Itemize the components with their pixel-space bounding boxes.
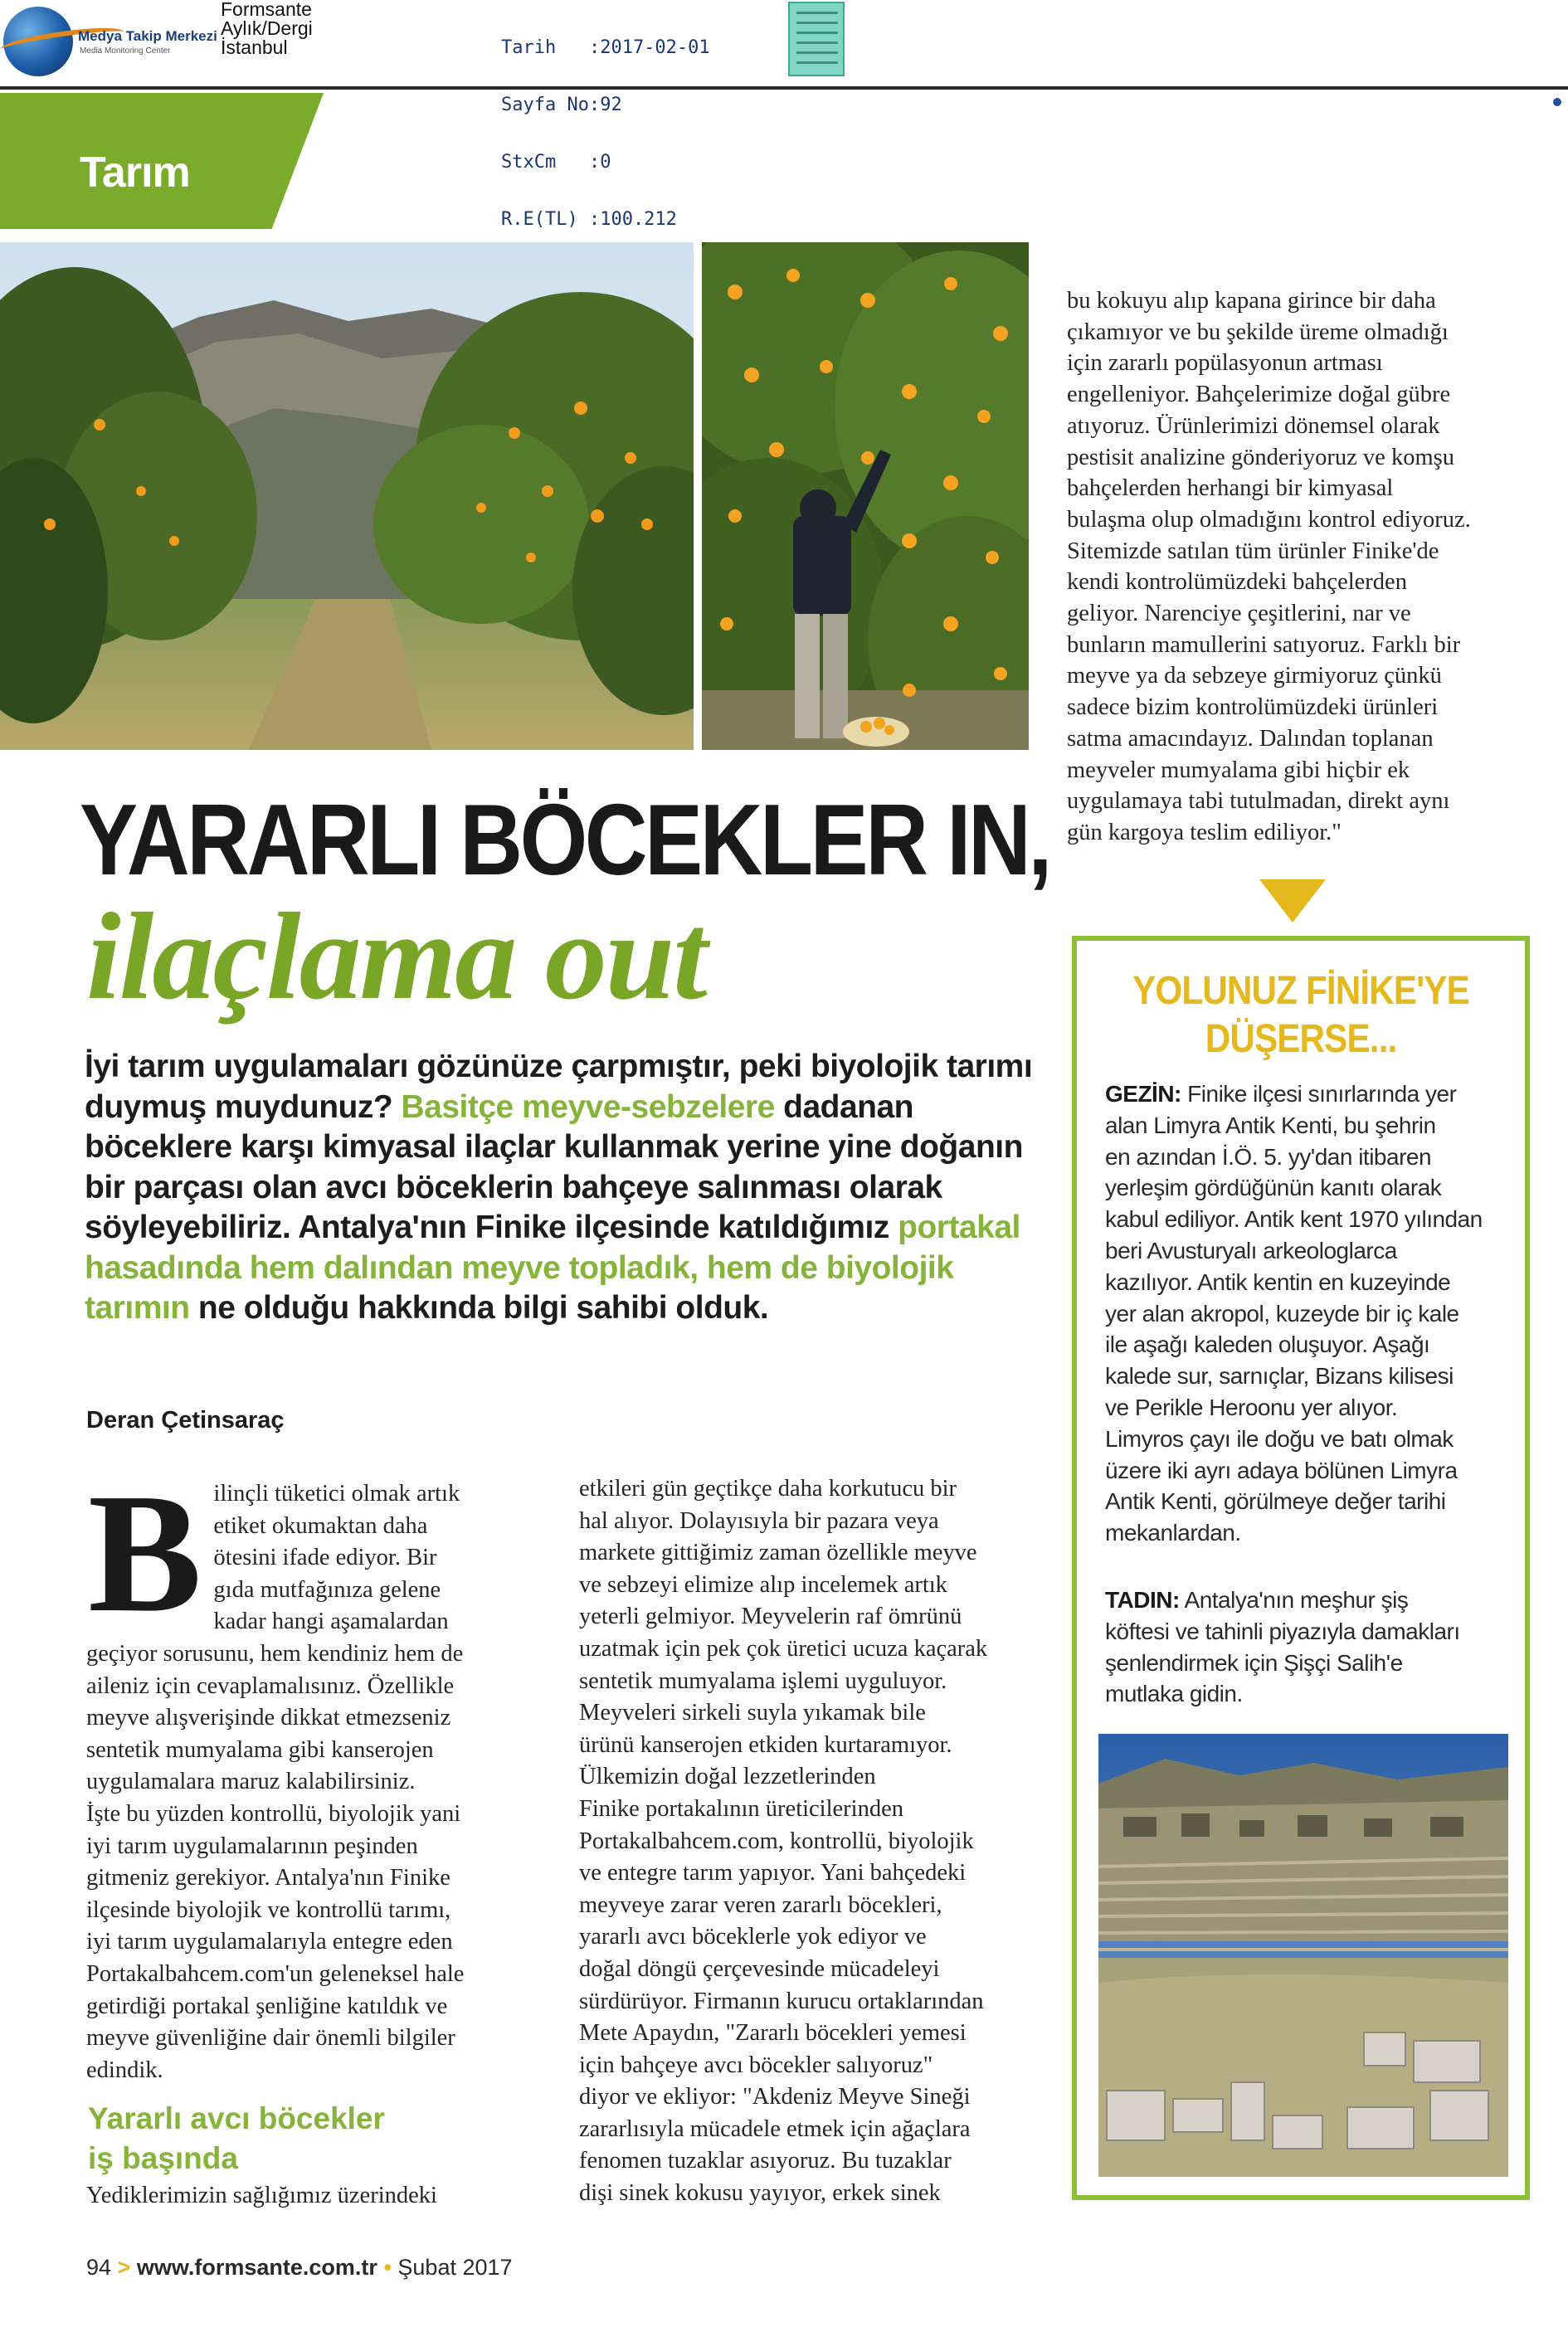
text-line: Finike portakalının üreticilerinden bbox=[579, 1795, 903, 1822]
sidebar-title-line: DÜŞERSE... bbox=[1205, 1017, 1397, 1061]
text-line: üzere iki ayrı adaya bölünen Limyra bbox=[1105, 1457, 1458, 1483]
drop-cap: B bbox=[88, 1458, 202, 1648]
text-line: sentetik mumyalama işlemi uyguluyor. bbox=[579, 1667, 947, 1694]
text-line: Portakalbahcem.com'un geleneksel hale bbox=[86, 1960, 465, 1987]
text-line: çıkamıyor ve bu şekilde üreme olmadığı bbox=[1067, 319, 1449, 345]
text-line: Limyros çayı ile doğu ve batı olmak bbox=[1105, 1425, 1454, 1452]
meta-page: Sayfa No:92 bbox=[501, 95, 622, 115]
meta-date: Tarih :2017-02-01 bbox=[501, 37, 710, 58]
text-line: bahçelerden herhangi bir kimyasal bbox=[1067, 475, 1394, 502]
text-line: Yediklerimizin sağlığımız üzerindeki bbox=[86, 2183, 437, 2208]
text-line: meyve güvenliğine dair önemli bilgiler bbox=[86, 2025, 455, 2052]
source-publication: Formsante bbox=[221, 0, 312, 20]
text-line: meyve alışverişinde dikkat etmezseniz bbox=[86, 1705, 451, 1731]
text-line: kazılıyor. Antik kentin en kuzeyinde bbox=[1105, 1268, 1451, 1295]
text-line: yerleşim gördüğünün kanıtı olarak bbox=[1105, 1175, 1442, 1201]
header-divider bbox=[0, 86, 1568, 90]
text-line: iyi tarım uygulamalarının peşinden bbox=[86, 1833, 418, 1859]
text-line: ve sebzeyi elimize alıp incelemek artık bbox=[579, 1571, 947, 1598]
author-byline: Deran Çetinsaraç bbox=[86, 1407, 285, 1434]
text-line: ilinçli tüketici olmak artık bbox=[213, 1481, 460, 1507]
text-line: atıyoruz. Ürünlerimizi dönemsel olarak bbox=[1067, 412, 1440, 439]
source-city: İstanbul bbox=[221, 37, 288, 58]
page-footer bbox=[86, 2255, 513, 2281]
text-line: mutlaka gidin. bbox=[1105, 1681, 1243, 1707]
text-line: gıda mutfağınıza gelene bbox=[213, 1576, 441, 1603]
lead-paragraph bbox=[85, 1047, 1047, 1329]
text-line: uygulamalara maruz kalabilirsiniz. bbox=[86, 1769, 416, 1795]
text-line: beri Avusturyalı arkeologlarca bbox=[1105, 1237, 1397, 1263]
text-line: geliyor. Narenciye çeşitlerini, nar ve bbox=[1067, 601, 1411, 627]
subheading-line: Yararlı avcı böcekler bbox=[88, 2101, 385, 2135]
text-line: ve Perikle Heroonu yer alıyor. bbox=[1105, 1394, 1398, 1420]
body-column-left bbox=[86, 1458, 518, 2086]
website-link[interactable]: www.formsante.com.tr bbox=[136, 2255, 377, 2280]
text-line: diyor ve ekliyor: "Akdeniz Meyve Sineği bbox=[579, 2084, 971, 2110]
sidebar-title-line: YOLUNUZ FİNİKE'YE bbox=[1132, 969, 1469, 1013]
text-line: meyve ya da sebzeye girmiyoruz çünkü bbox=[1067, 663, 1442, 689]
text-line: uygulamaya tabi tutulmadan, direkt aynı bbox=[1067, 788, 1450, 815]
text-line: pestisit analizine gönderiyoruz ve komşu bbox=[1067, 444, 1454, 470]
text-line: Portakalbahcem.com, kontrollü, biyolojik bbox=[579, 1828, 974, 1854]
footer-arrow-icon: > bbox=[117, 2255, 131, 2280]
meta-stxcm: StxCm :0 bbox=[501, 152, 611, 173]
limyra-theatre-photo bbox=[1098, 1734, 1508, 2177]
text-line: etkileri gün geçtikçe daha korkutucu bir bbox=[579, 1476, 957, 1502]
text-line: aileniz için cevaplamalısınız. Özellikle bbox=[86, 1672, 455, 1699]
text-line: mekanlardan. bbox=[1105, 1520, 1241, 1546]
text-line: Ülkemizin doğal lezzetlerinden bbox=[579, 1764, 876, 1790]
text-line: Antik Kenti, görülmeye değer tarihi bbox=[1105, 1488, 1446, 1515]
text-line: ve entegre tarım yapıyor. Yani bahçedeki bbox=[579, 1860, 967, 1886]
gezin-label: GEZİN: bbox=[1105, 1081, 1181, 1107]
text-line: için bahçeye avcı böcekler salıyoruz" bbox=[579, 2052, 933, 2078]
text-line: ile aşağı kaleden oluşuyor. Aşağı bbox=[1105, 1331, 1430, 1358]
text-line: fenomen tuzaklar asıyoruz. Bu tuzaklar bbox=[579, 2148, 952, 2174]
text-line: kendi kontrolümüzdeki bahçelerden bbox=[1067, 569, 1407, 596]
text-line: için zararlı popülasyonun artması bbox=[1067, 350, 1383, 377]
text-line: sürdürüyor. Firmanın kurucu ortaklarından bbox=[579, 1988, 984, 2014]
text-line: engelleniyor. Bahçelerimize doğal gübre bbox=[1067, 382, 1451, 408]
text-line: markete gittiğimiz zaman özellikle meyve bbox=[579, 1540, 977, 1566]
text-line: bulaşma olup olmadığını kontrol ediyoruz. bbox=[1067, 506, 1471, 533]
text-line: Sitemizde satılan tüm ürünler Finike'de bbox=[1067, 538, 1439, 564]
corner-mark bbox=[1553, 98, 1561, 106]
text-line: zararlısıyla mücadele etmek için ağaçlara bbox=[579, 2115, 971, 2142]
text-line: satma amacındayız. Dalından toplanan bbox=[1067, 725, 1434, 752]
text-line: edindik. bbox=[86, 2057, 163, 2083]
lead-highlight: portakal hasadında hem dalından meyve topladık, hem de biyolojik tarımın bbox=[85, 1210, 1020, 1326]
source-frequency: Aylık/Dergi bbox=[221, 17, 313, 39]
text-line: uzatmak için pek çok üretici ucuza kaçarak bbox=[579, 1635, 988, 1662]
text-line: alan Limyra Antik Kenti, bu şehrin bbox=[1105, 1112, 1436, 1138]
sidebar-title bbox=[1103, 967, 1497, 1064]
text-line: meyveler mumyalama gibi hiçbir ek bbox=[1067, 757, 1410, 783]
text-line: getirdiği portakal şenliğine katıldık ve bbox=[86, 1993, 448, 2019]
page-number: 94 bbox=[86, 2255, 112, 2280]
meta-value: R.E(TL) :100.212 bbox=[501, 209, 677, 230]
text-line: yer alan akropol, kuzeyde bir iç kale bbox=[1105, 1300, 1459, 1327]
text-line: Finike ilçesi sınırlarında yer bbox=[1187, 1081, 1457, 1107]
text-line: yararlı avcı böceklerle yok ediyor ve bbox=[579, 1924, 927, 1950]
text-line: hal alıyor. Dolayısıyla bir pazara veya bbox=[579, 1507, 939, 1534]
sidebar-box bbox=[1072, 936, 1530, 2200]
continuation-column bbox=[1067, 285, 1531, 849]
text-line: ilçesinde biyolojik ve kontrollü tarımı, bbox=[86, 1896, 451, 1923]
text-line: Antalya'nın meşhur şiş bbox=[1184, 1587, 1409, 1613]
sidebar-tadin bbox=[1105, 1585, 1520, 1710]
subheading bbox=[88, 2099, 385, 2179]
text-line: doğal döngü çerçevesinde mücadeleyi bbox=[579, 1955, 940, 1982]
headline-main: YARARLI BÖCEKLER IN, bbox=[80, 783, 1049, 896]
text-line: geçiyor sorusunu, hem kendiniz hem de bbox=[86, 1640, 464, 1667]
lead-text: dadanan böceklere karşı kimyasal ilaçlar kullanmak yerine yine doğanın bir parçası olan avcı böceklerin bahçeye salınması olarak söyleyebiliriz. Antalya'nın Finike ilçesinde katıldığımız bbox=[85, 1088, 1023, 1245]
source-info bbox=[221, 0, 313, 57]
text-line: gün kargoya teslim ediliyor." bbox=[1067, 819, 1342, 845]
lead-highlight: Basitçe meyve-sebzelere bbox=[401, 1088, 775, 1125]
text-line: köftesi ve tahinli piyazıyla damakları bbox=[1105, 1618, 1460, 1644]
subheading-line: iş başında bbox=[88, 2141, 238, 2175]
issue-date: Şubat 2017 bbox=[397, 2255, 513, 2280]
logo-name: Medya Takip Merkezi bbox=[78, 28, 217, 44]
text-line: ötesini ifade ediyor. Bir bbox=[213, 1545, 437, 1571]
clip-metadata bbox=[501, 0, 710, 267]
lead-text: ne olduğu hakkında bilgi sahibi olduk. bbox=[189, 1290, 769, 1326]
text-line: İşte bu yüzden kontrollü, biyolojik yani bbox=[86, 1800, 461, 1827]
text-line: yeterli gelmiyor. Meyvelerin raf ömrünü bbox=[579, 1604, 962, 1630]
page-thumbnail[interactable] bbox=[788, 2, 845, 76]
text-line: Meyveleri sirkeli suyla yıkamak bile bbox=[579, 1700, 926, 1726]
text-line: iyi tarım uygulamalarıyla entegre eden bbox=[86, 1929, 453, 1955]
text-line: meyveye zarar veren zararlı böcekleri, bbox=[579, 1891, 942, 1918]
chevron-down-icon bbox=[1259, 879, 1326, 923]
text-line: etiket okumaktan daha bbox=[213, 1512, 428, 1539]
section-label: Tarım bbox=[80, 148, 190, 197]
footer-separator: • bbox=[383, 2255, 392, 2280]
sidebar-gezin bbox=[1105, 1078, 1520, 1549]
text-line: bunların mamullerini satıyoruz. Farklı bir bbox=[1067, 631, 1461, 658]
text-line: ürünü kanserojen etkiden kurtaramıyor. bbox=[579, 1731, 952, 1758]
orchard-photo bbox=[0, 242, 694, 750]
text-line: Mete Apaydın, "Zararlı böcekleri yemesi bbox=[579, 2020, 967, 2047]
harvest-photo bbox=[702, 242, 1029, 750]
text-line: sadece bizim kontrolümüzdeki ürünleri bbox=[1067, 694, 1439, 721]
text-line: dişi sinek kokusu yayıyor, erkek sinek bbox=[579, 2180, 941, 2207]
text-line: bu kokuyu alıp kapana girince bir daha bbox=[1067, 288, 1436, 314]
text-line: kabul ediliyor. Antik kent 1970 yılından bbox=[1105, 1206, 1483, 1233]
text-line: sentetik mumyalama gibi kanserojen bbox=[86, 1736, 434, 1763]
text-line: gitmeniz gerekiyor. Antalya'nın Finike bbox=[86, 1865, 450, 1891]
text-line: en azından İ.Ö. 5. yy'dan itibaren bbox=[1105, 1143, 1432, 1170]
text-line: şenlendirmek için Şişçi Salih'e bbox=[1105, 1649, 1403, 1676]
lead-text: İyi tarım uygulamaları gözünüze çarpmıştır, peki biyolojik tarımı duymuş muydunuz? bbox=[85, 1049, 1033, 1125]
body-column-middle bbox=[579, 1473, 1044, 2210]
text-line: kalede sur, sarnıçlar, Bizans kilisesi bbox=[1105, 1363, 1454, 1390]
headline-script: ilaçlama out bbox=[86, 888, 706, 1025]
logo-subtitle: Media Monitoring Center bbox=[80, 46, 171, 56]
tadin-label: TADIN: bbox=[1105, 1587, 1180, 1613]
text-line: kadar hangi aşamalardan bbox=[213, 1609, 449, 1635]
